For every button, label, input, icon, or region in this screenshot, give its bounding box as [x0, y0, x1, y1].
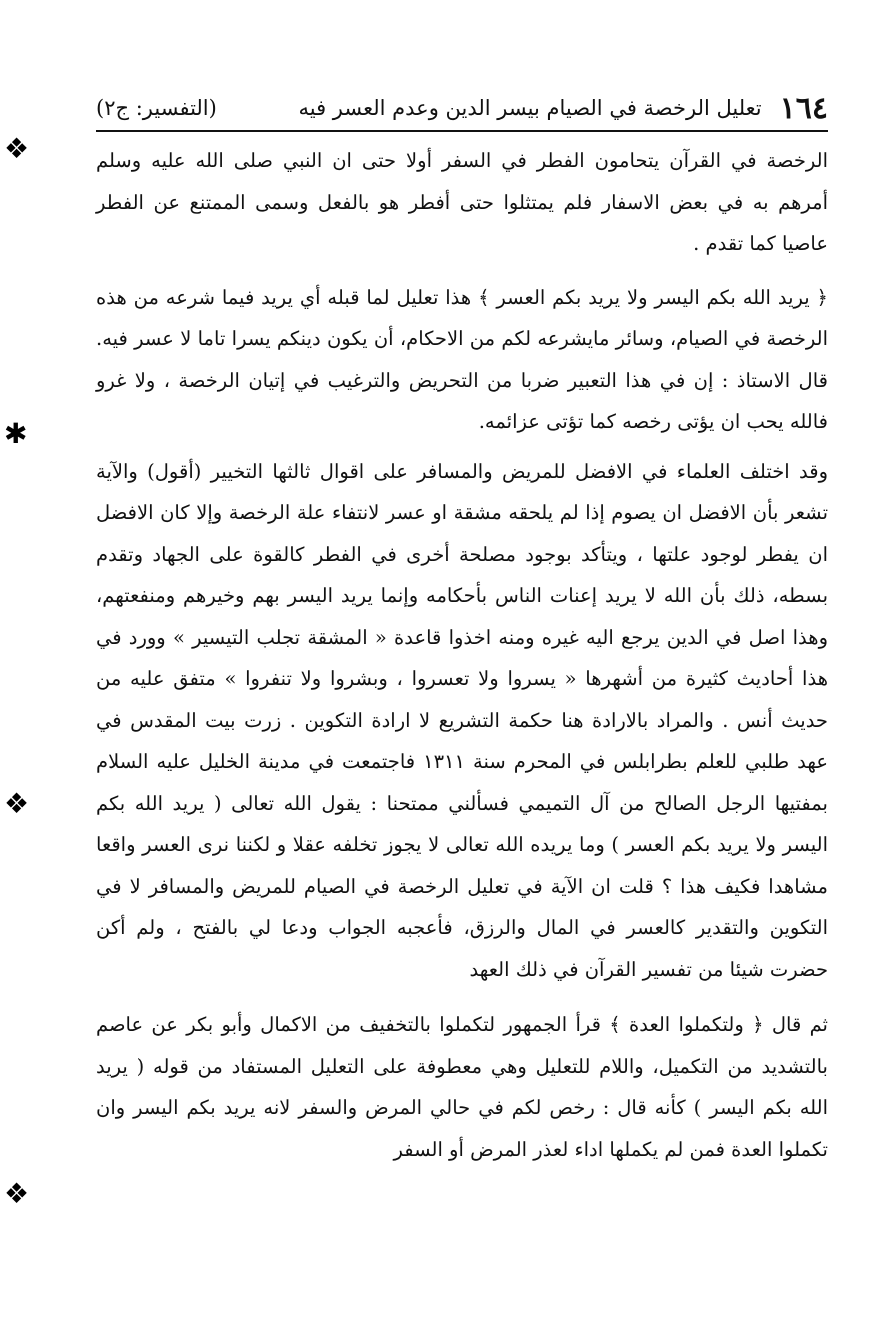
page-number: ١٦٤ — [779, 90, 828, 126]
header-rule — [96, 130, 828, 132]
page-header — [96, 88, 828, 128]
paragraph: وقد اختلف العلماء في الافضل للمريض والمسافر على اقوال ثالثها التخيير (أقول) والآية تشعر بأن الافضل ان يصوم إذا لم يلحقه مشقة او عسر لانتفاء علة الرخصة وإلا كان الافضل ان يفطر لوجود علتها ، ويتأكد بوجود مصلحة أخرى في الفطر كالقوة على الجهاد وتقدم بسطه، ذلك بأن الله لا يريد إعنات الناس بأحكامه وإنما يريد اليسر بهم وخيرهم ومنفعتهم، وهذا اصل في الدين يرجع اليه غيره ومنه اخذوا قاعدة « المشقة تجلب التيسير » وورد في هذا أحاديث كثيرة من أشهرها « يسروا ولا تعسروا ، وبشروا ولا تنفروا » متفق عليه من حديث أنس . والمراد بالارادة هنا حكمة التشريع لا ارادة التكوين . زرت بيت المقدس في عهد طلبي للعلم بطرابلس في المحرم سنة ١٣١١ فاجتمعت في مدينة الخليل عليه السلام بمفتيها الرجل الصالح من آل التميمي فسألني ممتحنا : يقول الله تعالى ( يريد الله بكم اليسر ولا يريد بكم العسر ) وما يريده الله تعالى لا يجوز تخلفه عقلا و لكننا نرى العسر واقعا مشاهدا فكيف هذا ؟ قلت ان الآية في تعليل الرخصة في الصيام للمريض والمسافر لا في التكوين والتقدير كالعسر في المال والرزق، فأعجبه الجواب ودعا لي بالفتح ، ولم أكن حضرت شيئا من تفسير القرآن في ذلك العهد — [96, 459, 828, 981]
paragraph: الرخصة في القرآن يتحامون الفطر في السفر أولا حتى ان النبي صلى الله عليه وسلم أمرهم به في بعض الاسفار فلم يمتثلوا حتى أفطر هو بالفعل وسمى الممتنع عن الفطر عاصيا كما تقدم . — [96, 149, 828, 255]
paragraph: ﴿ يريد الله بكم اليسر ولا يريد بكم العسر ﴾ هذا تعليل لما قبله أي يريد فيما شرعه من هذه الرخصة في الصيام، وسائر مايشرعه لكم من الاحكام، أن يكون دينكم يسرا تاما لا عسر فيه. قال الاستاذ : إن في هذا التعبير ضربا من التحريض والترغيب في إتيان الرخصة ، ولا غرو فالله يحب ان يؤتى رخصه كما تؤتى عزائمه. — [96, 285, 828, 433]
margin-ink-mark: ✱ — [4, 417, 28, 450]
margin-ink-mark: ❖ — [4, 1177, 30, 1210]
margin-ink-mark: ❖ — [4, 132, 30, 165]
paragraph: ثم قال ﴿ ولتكملوا العدة ﴾ قرأ الجمهور لتكملوا بالتخفيف من الاكمال وأبو بكر عن عاصم بالتشديد من التكميل، واللام للتعليل وهي معطوفة على التعليل المستفاد من قوله ( يريد الله بكم اليسر ) كأنه قال : رخص لكم في حالي المرض والسفر لانه يريد بكم اليسر وان تكملوا العدة فمن لم يكملها اداء لعذر المرض أو السفر — [96, 1013, 828, 1161]
volume-label: (التفسير: ج٢) — [96, 96, 217, 120]
page-body — [96, 140, 828, 1170]
margin-ink-mark: ❖ — [4, 787, 30, 820]
running-title: تعليل الرخصة في الصيام بيسر الدين وعدم العسر فيه — [298, 96, 762, 120]
